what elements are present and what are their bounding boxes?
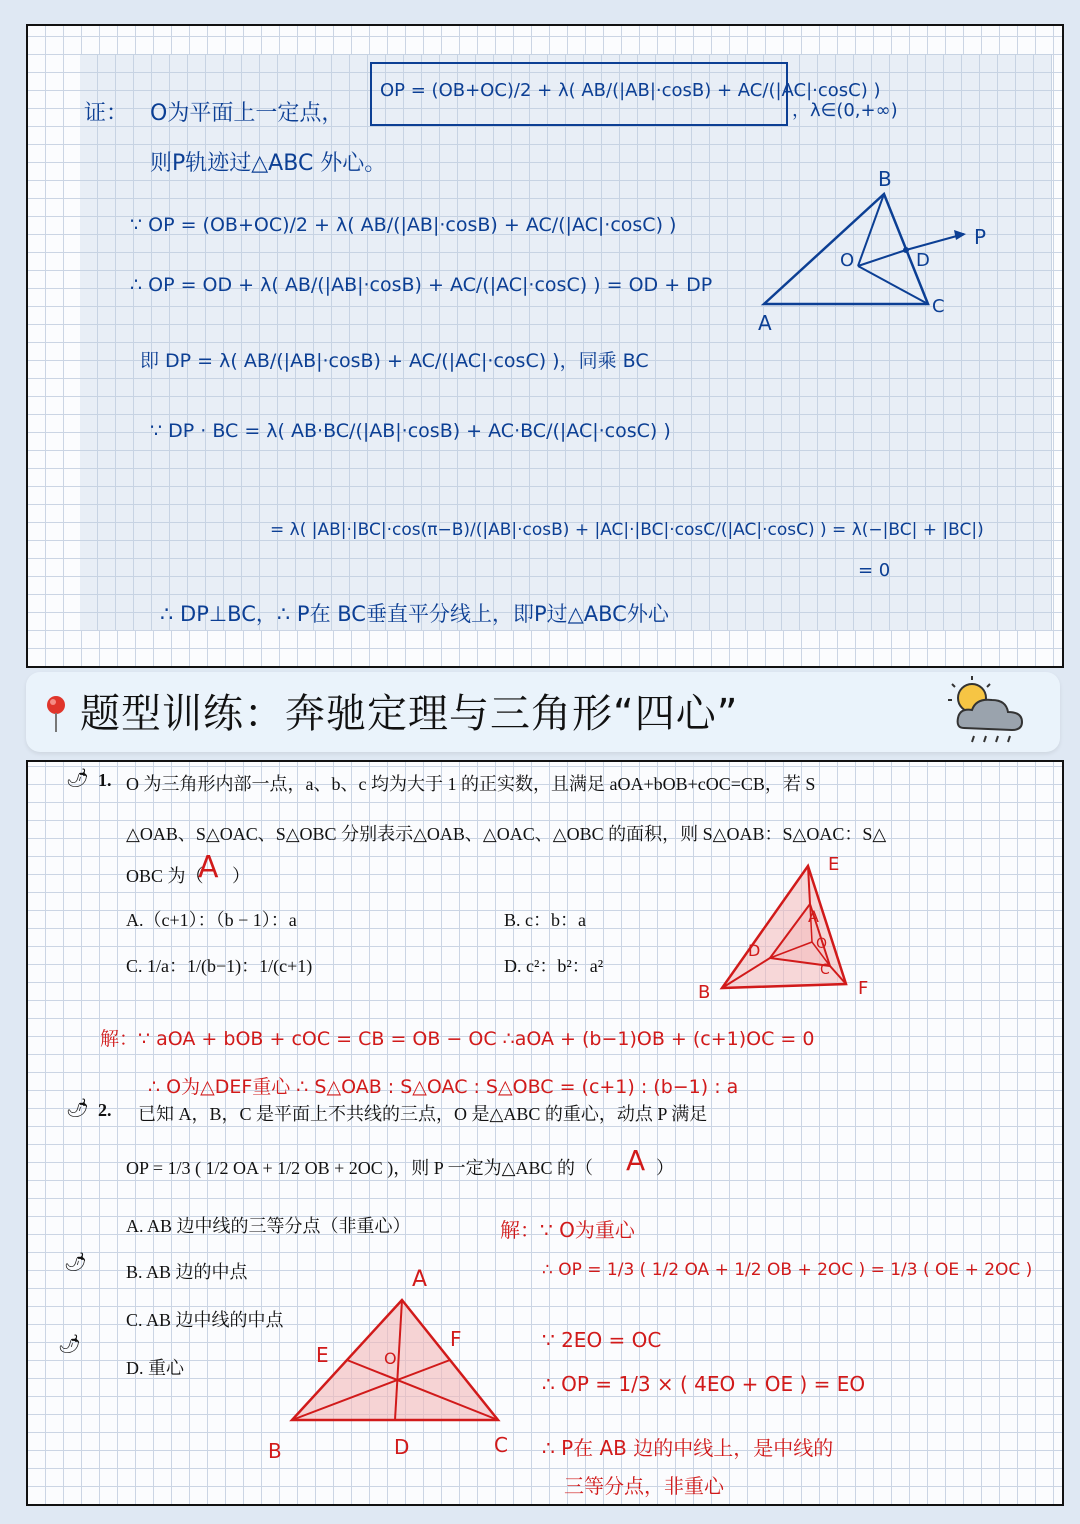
proof-step-1: ∵ OP = (OB+OC)/2 + λ( AB/(|AB|·cosB) + AC/(|AC|·cosC) ) <box>130 214 677 236</box>
q2-solution-line-1: 解：∵ O为重心 <box>500 1218 635 1242</box>
q2-option-a[interactable]: A. AB 边中线的三等分点（非重心） <box>126 1216 411 1236</box>
point-d <box>903 247 909 253</box>
q2-stem-line-2: OP = 1/3 ( 1/2 OA + 1/2 OB + 2OC )，则 P 一定为△ABC 的（ <box>126 1158 593 1178</box>
q1-solution-line-1: 解：∵ aOA + bOB + cOC = CB = OB − OC ∴aOA + (b−1)OB + (c+1)OC = 0 <box>100 1028 815 1050</box>
banner-title: 题型训练：奔驰定理与三角形“四心” <box>80 691 739 737</box>
q2-stem-line-1: 已知 A，B，C 是平面上不共线的三点，O 是△ABC 的重心，动点 P 满足 <box>138 1104 708 1124</box>
proof-claim: 则P轨迹过△ABC 外心。 <box>150 151 387 176</box>
chili-icon: 🌶 <box>64 1252 87 1272</box>
proof-step-4: ∵ DP · BC = λ( AB·BC/(|AB|·cosB) + AC·BC/(|AC|·cosC) ) <box>150 420 671 442</box>
q2-label-e: E <box>316 1343 329 1367</box>
boxed-formula-text: OP = (OB+OC)/2 + λ( AB/(|AB|·cosB) + AC/(|AC|·cosC) ) <box>380 80 881 101</box>
q1-label-e: E <box>828 854 840 875</box>
label-o: O <box>840 250 855 271</box>
q2-label-d: D <box>394 1435 410 1459</box>
proof-step-5: = λ( |AB|·|BC|·cos(π−B)/(|AB|·cosB) + |AC|·|BC|·cosC/(|AC|·cosC) ) = λ(−|BC| + |BC|) <box>270 520 984 540</box>
q1-label-d: D <box>748 941 761 960</box>
q2-number: 2. <box>98 1100 112 1120</box>
q1-stem-line-3-end: ） <box>232 866 250 886</box>
q2-solution-line-6: 三等分点，非重心 <box>564 1474 724 1498</box>
q2-stem-line-2-end: ） <box>656 1158 674 1178</box>
chili-icon: 🌶 <box>66 768 89 788</box>
q2-solution-line-5: ∴ P在 AB 边的中线上，是中线的 <box>542 1436 834 1460</box>
proof-panel <box>26 24 1064 668</box>
q1-answer: A <box>198 850 219 885</box>
q1-label-b: B <box>698 982 711 1003</box>
chili-icon: 🌶 <box>58 1334 81 1354</box>
q1-number: 1. <box>98 770 112 790</box>
q1-solution-line-2: ∴ O为△DEF重心 ∴ S△OAB : S△OAC : S△OBC = (c+1) : (b−1) : a <box>148 1076 739 1098</box>
q1-option-b[interactable]: B. c：b：a <box>504 910 586 930</box>
q1-label-a: A <box>808 907 819 926</box>
proof-premise: O为平面上一定点， <box>150 101 344 126</box>
proof-conclusion: ∴ DP⊥BC，∴ P在 BC垂直平分线上，即P过△ABC外心 <box>160 602 669 626</box>
label-a: A <box>758 311 772 335</box>
q1-label-c: C <box>820 962 830 978</box>
segment-oc <box>858 266 928 304</box>
proof-step-2: ∴ OP = OD + λ( AB/(|AB|·cosB) + AC/(|AC|·cosC) ) = OD + DP <box>130 274 713 296</box>
q2-label-c: C <box>494 1433 508 1457</box>
q1-stem-line-2: △OAB、S△OAC、S△OBC 分别表示△OAB、△OAC、△OBC 的面积，则 S△OAB：S△OAC：S△ <box>126 824 887 844</box>
label-c: C <box>932 296 945 317</box>
q2-label-a: A <box>412 1267 428 1292</box>
arrowhead-p <box>954 230 966 240</box>
segment-od <box>858 250 906 266</box>
q2-option-c[interactable]: C. AB 边中线的中点 <box>126 1310 284 1330</box>
q2-solution-line-2: ∴ OP = 1/3 ( 1/2 OA + 1/2 OB + 2OC ) = 1/3 ( OE + 2OC ) <box>542 1260 1033 1280</box>
q2-option-d[interactable]: D. 重心 <box>126 1358 184 1378</box>
proof-label: 证： <box>84 101 129 126</box>
section-banner <box>26 672 1060 752</box>
pin-icon <box>44 694 68 734</box>
q1-option-d[interactable]: D. c²：b²：a² <box>504 956 604 976</box>
q2-label-b: B <box>268 1439 282 1462</box>
q1-label-o: O <box>816 936 828 952</box>
q2-label-o: O <box>384 1349 397 1368</box>
proof-step-6: = 0 <box>858 560 891 581</box>
q1-option-a[interactable]: A.（c+1）：（b − 1）：a <box>126 910 297 930</box>
q2-figure <box>268 1262 538 1462</box>
q1-figure <box>688 848 888 1008</box>
proof-step-3: 即 DP = λ( AB/(|AB|·cosB) + AC/(|AC|·cosC) )，同乘 BC <box>140 350 649 372</box>
label-p: P <box>974 225 987 249</box>
q2-option-b[interactable]: B. AB 边的中点 <box>126 1262 248 1282</box>
q2-answer: A <box>626 1144 646 1177</box>
chili-icon: 🌶 <box>66 1098 89 1118</box>
circumcenter-figure <box>730 154 1010 344</box>
label-b: B <box>878 167 892 191</box>
q2-solution-line-4: ∴ OP = 1/3 × ( 4EO + OE ) = EO <box>542 1372 866 1396</box>
q1-option-c[interactable]: C. 1/a：1/(b−1)：1/(c+1) <box>126 956 313 976</box>
q2-solution-line-3: ∵ 2EO = OC <box>542 1328 662 1352</box>
lambda-range: ，λ∈(0,+∞) <box>792 100 898 121</box>
q1-stem-line-1: O 为三角形内部一点，a、b、c 均为大于 1 的正实数，且满足 aOA+bOB+cOC=CB，若 S <box>126 774 816 794</box>
q1-stem-line-3: OBC 为（ <box>126 866 204 886</box>
label-d: D <box>916 250 930 271</box>
handwritten-proof-sheet <box>80 54 1052 630</box>
sun-behind-cloud-icon <box>934 672 1044 752</box>
q1-label-f: F <box>858 978 869 999</box>
q2-label-f: F <box>450 1327 462 1351</box>
exercise-panel <box>26 760 1064 1506</box>
